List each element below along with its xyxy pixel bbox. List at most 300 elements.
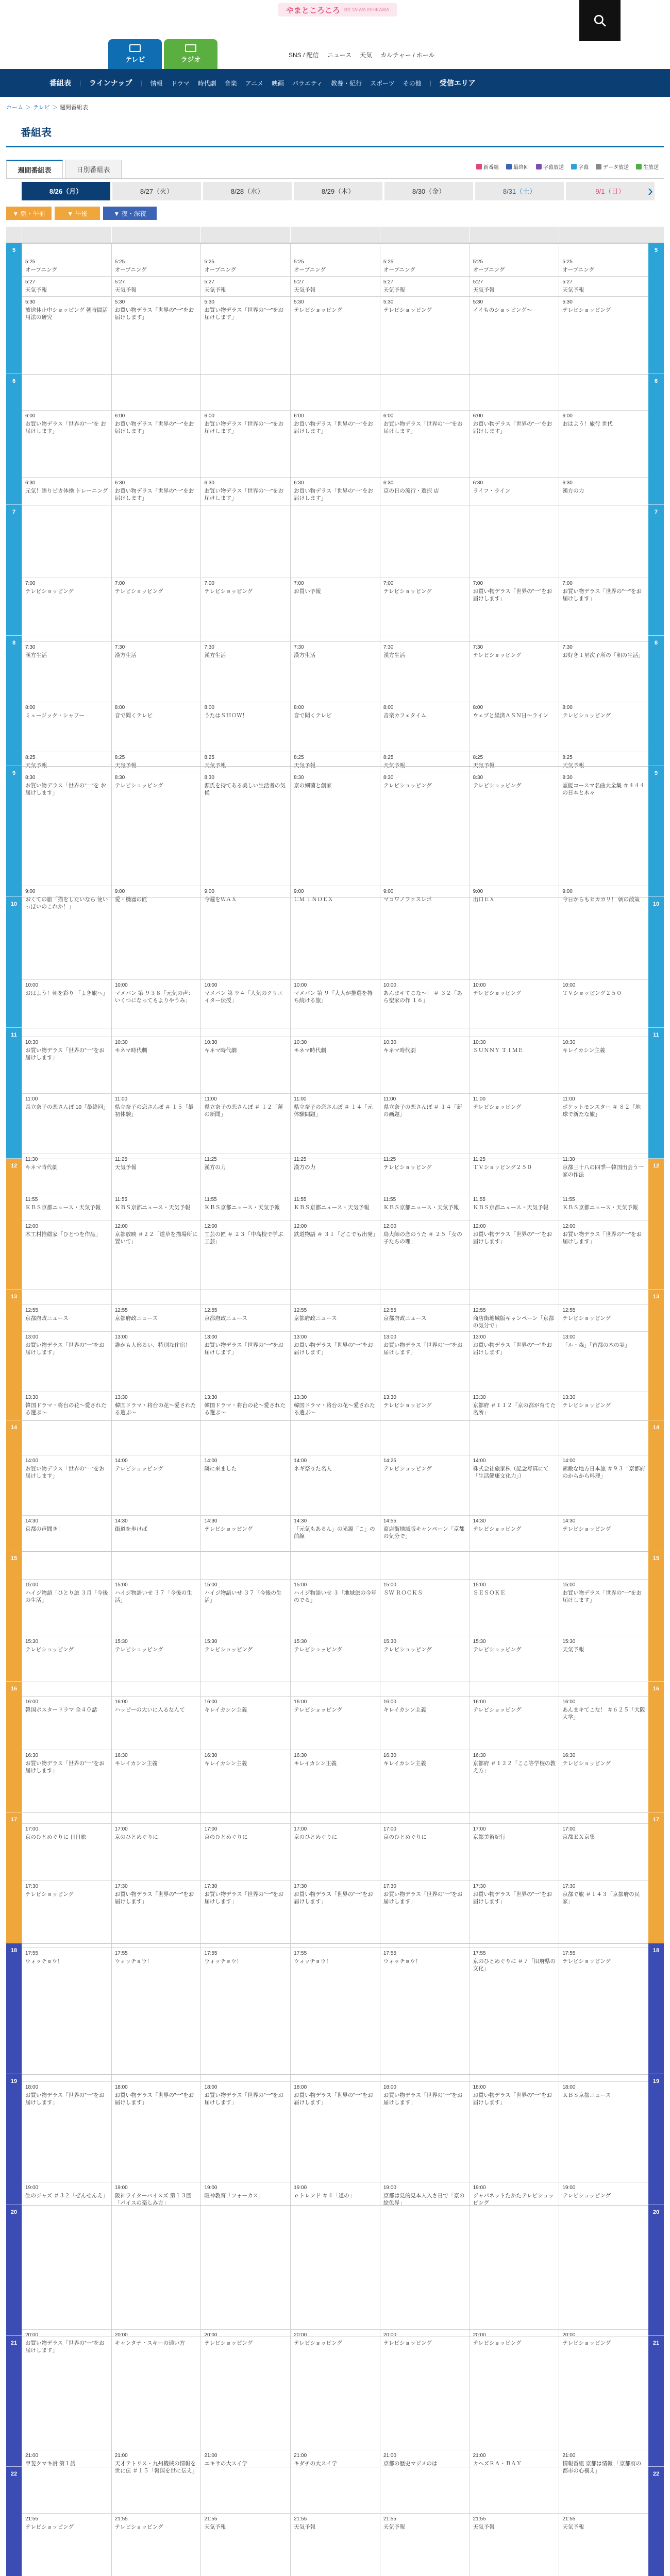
- program-cell[interactable]: [201, 1697, 290, 1750]
- program-cell[interactable]: [201, 752, 290, 772]
- program-cell[interactable]: [291, 297, 380, 411]
- breadcrumb-home[interactable]: ホーム: [6, 105, 23, 111]
- program-cell[interactable]: [291, 702, 380, 753]
- date-tab[interactable]: 8/26（月）: [22, 182, 110, 200]
- program-cell[interactable]: [112, 1455, 201, 1516]
- program-cell[interactable]: [380, 886, 470, 980]
- program-time: 11:00: [562, 1096, 575, 1102]
- program-cell[interactable]: [112, 1516, 201, 1580]
- program-cell[interactable]: [22, 478, 111, 578]
- program-cell[interactable]: [470, 2182, 559, 2330]
- jump-morning-button[interactable]: ▼ 朝・午前: [6, 207, 52, 220]
- program-cell[interactable]: [201, 1750, 290, 1824]
- program-cell[interactable]: [112, 1332, 201, 1392]
- program-cell[interactable]: [22, 2330, 111, 2450]
- nav-lineup[interactable]: ラインナップ: [89, 79, 132, 87]
- nav-area[interactable]: 受信エリア: [439, 79, 476, 87]
- program-cell[interactable]: [112, 772, 201, 886]
- program-cell[interactable]: [201, 1037, 290, 1094]
- program-cell[interactable]: [559, 702, 648, 753]
- program-cell[interactable]: [470, 478, 559, 578]
- program-cell[interactable]: [291, 1948, 380, 2082]
- program-cell[interactable]: [559, 1332, 648, 1392]
- nav-schedule[interactable]: 番組表: [49, 79, 71, 87]
- program-cell[interactable]: [22, 1455, 111, 1516]
- program-cell[interactable]: [291, 1221, 380, 1305]
- program-cell[interactable]: [22, 2182, 111, 2330]
- program-cell[interactable]: [380, 411, 470, 478]
- program-cell[interactable]: [470, 752, 559, 772]
- program-cell[interactable]: [112, 1580, 201, 1637]
- program-cell[interactable]: [22, 2450, 111, 2514]
- program-cell[interactable]: [112, 578, 201, 642]
- legend-label: データ放送: [603, 165, 629, 171]
- program-cell[interactable]: [112, 1305, 201, 1332]
- program-cell[interactable]: [559, 1392, 648, 1456]
- program-cell[interactable]: [380, 752, 470, 772]
- program-cell[interactable]: [470, 2450, 559, 2514]
- tab-tv[interactable]: [108, 39, 162, 69]
- program-cell[interactable]: [291, 277, 380, 297]
- program-cell[interactable]: [380, 1305, 470, 1332]
- program-cell[interactable]: [112, 297, 201, 411]
- program-cell[interactable]: [559, 980, 648, 1037]
- program-cell[interactable]: [201, 2514, 290, 2576]
- program-cell[interactable]: [201, 2330, 290, 2450]
- jump-afternoon-button[interactable]: ▼ 午後: [55, 207, 100, 220]
- program-cell[interactable]: [22, 1094, 111, 1154]
- program-cell[interactable]: [291, 752, 380, 772]
- program-cell[interactable]: [291, 257, 380, 277]
- program-cell[interactable]: [201, 2182, 290, 2330]
- program-cell[interactable]: [380, 2082, 470, 2182]
- program-cell[interactable]: [559, 1580, 648, 1637]
- program-cell[interactable]: [380, 1948, 470, 2082]
- program-cell[interactable]: [201, 772, 290, 886]
- brand-banner[interactable]: [278, 3, 397, 16]
- program-cell[interactable]: [380, 297, 470, 411]
- search-button[interactable]: [579, 0, 621, 41]
- program-cell[interactable]: [112, 257, 201, 277]
- program-cell[interactable]: [22, 1037, 111, 1094]
- program-cell[interactable]: [201, 1154, 290, 1194]
- date-tab[interactable]: 8/28（水）: [203, 182, 292, 200]
- program-cell[interactable]: [380, 1194, 470, 1221]
- program-cell[interactable]: [559, 257, 648, 277]
- program-cell[interactable]: [380, 1094, 470, 1154]
- program-cell[interactable]: [470, 1636, 559, 1697]
- program-cell[interactable]: [201, 2450, 290, 2514]
- program-cell[interactable]: [380, 772, 470, 886]
- program-cell[interactable]: [470, 2330, 559, 2450]
- program-cell[interactable]: [470, 1094, 559, 1154]
- program-cell[interactable]: [380, 1455, 470, 1516]
- nav-genre-info[interactable]: 情報: [150, 79, 163, 87]
- program-cell[interactable]: [470, 1697, 559, 1750]
- program-cell[interactable]: [380, 1154, 470, 1194]
- program-cell[interactable]: [201, 1194, 290, 1221]
- program-cell[interactable]: [470, 1392, 559, 1456]
- search-icon: [593, 14, 607, 27]
- jump-night-button[interactable]: ▼ 夜・深夜: [103, 207, 157, 220]
- program-cell[interactable]: [559, 886, 648, 980]
- program-cell[interactable]: [201, 1305, 290, 1332]
- tab-radio[interactable]: [164, 39, 217, 69]
- program-cell[interactable]: [112, 478, 201, 578]
- program-cell[interactable]: [291, 2450, 380, 2514]
- program-time: 5:30: [25, 299, 36, 305]
- program-cell[interactable]: [22, 2082, 111, 2182]
- nav-genre-music[interactable]: 音楽: [224, 79, 237, 87]
- program-cell[interactable]: [112, 1750, 201, 1824]
- program-cell[interactable]: [470, 2082, 559, 2182]
- program-cell[interactable]: [112, 411, 201, 478]
- program-title: テレビショッピング: [204, 2340, 253, 2346]
- program-cell[interactable]: [470, 1824, 559, 1881]
- program-cell[interactable]: [112, 277, 201, 297]
- nav-genre-anime[interactable]: アニメ: [245, 79, 264, 87]
- program-cell[interactable]: [559, 1221, 648, 1305]
- program-cell[interactable]: [380, 1580, 470, 1637]
- program-cell[interactable]: [22, 980, 111, 1037]
- program-cell[interactable]: [291, 1455, 380, 1516]
- nav-genre-sports[interactable]: スポーツ: [370, 79, 395, 87]
- program-cell[interactable]: [22, 277, 111, 297]
- util-link-news[interactable]: ニュース: [327, 52, 352, 59]
- program-cell[interactable]: [22, 411, 111, 478]
- next-week-arrow[interactable]: ›: [648, 182, 653, 199]
- program-cell[interactable]: [112, 642, 201, 702]
- program-cell[interactable]: [22, 1194, 111, 1221]
- program-cell[interactable]: [559, 1154, 648, 1194]
- program-cell[interactable]: [112, 1392, 201, 1456]
- program-time: 7:30: [294, 644, 304, 650]
- program-cell[interactable]: [201, 1636, 290, 1697]
- program-cell[interactable]: [291, 980, 380, 1037]
- program-cell[interactable]: [22, 578, 111, 642]
- program-cell[interactable]: [291, 1037, 380, 1094]
- program-cell[interactable]: [380, 1392, 470, 1456]
- program-time: 21:00: [473, 2452, 486, 2459]
- date-tab[interactable]: 8/30（金）: [384, 182, 473, 200]
- program-cell[interactable]: [22, 1824, 111, 1881]
- program-cell[interactable]: [291, 642, 380, 702]
- program-cell[interactable]: [559, 1516, 648, 1580]
- legend-label: 字幕: [578, 165, 589, 171]
- program-time: 16:30: [562, 1753, 576, 1758]
- program-cell[interactable]: [291, 2330, 380, 2450]
- date-tab[interactable]: 9/1（日）: [566, 182, 655, 200]
- program-cell[interactable]: [470, 1037, 559, 1094]
- program-cell[interactable]: [470, 1948, 559, 2082]
- program-cell[interactable]: [201, 1516, 290, 1580]
- program-cell[interactable]: [559, 1636, 648, 1697]
- program-time: 14:00: [114, 1458, 128, 1464]
- program-cell[interactable]: [559, 1824, 648, 1881]
- program-title: 京都府政ニュース: [383, 1315, 427, 1321]
- program-cell[interactable]: [470, 411, 559, 478]
- program-cell[interactable]: [201, 1948, 290, 2082]
- program-cell[interactable]: [380, 2182, 470, 2330]
- nav-genre-period[interactable]: 時代劇: [197, 79, 216, 87]
- program-time: 20:00: [562, 2332, 576, 2338]
- program-cell[interactable]: [291, 578, 380, 642]
- program-cell[interactable]: [559, 1948, 648, 2082]
- program-cell[interactable]: [470, 1194, 559, 1221]
- program-cell[interactable]: [559, 2450, 648, 2514]
- program-cell[interactable]: [380, 702, 470, 753]
- date-tab[interactable]: 8/31（土）: [475, 182, 564, 200]
- program-cell[interactable]: [291, 2182, 380, 2330]
- program-cell[interactable]: [380, 1697, 470, 1750]
- program-cell[interactable]: [22, 1392, 111, 1456]
- program-cell[interactable]: [380, 2514, 470, 2576]
- program-cell[interactable]: [380, 1881, 470, 1948]
- program-cell[interactable]: [22, 772, 111, 886]
- program-cell[interactable]: [380, 1636, 470, 1697]
- program-cell[interactable]: [470, 1881, 559, 1948]
- program-cell[interactable]: [559, 297, 648, 411]
- util-link-culture[interactable]: カルチャー / ホール: [380, 52, 435, 59]
- program-cell[interactable]: [559, 772, 648, 886]
- util-link-weather[interactable]: 天気: [360, 52, 373, 59]
- program-cell[interactable]: [559, 2182, 648, 2330]
- program-cell[interactable]: [201, 2082, 290, 2182]
- program-cell[interactable]: [559, 478, 648, 578]
- program-cell[interactable]: [201, 478, 290, 578]
- program-cell[interactable]: [112, 1094, 201, 1154]
- program-cell[interactable]: [470, 277, 559, 297]
- program-cell[interactable]: [201, 1824, 290, 1881]
- program-cell[interactable]: [112, 1221, 201, 1305]
- program-cell[interactable]: [201, 980, 290, 1037]
- program-cell[interactable]: [112, 1948, 201, 2082]
- program-cell[interactable]: [201, 1332, 290, 1392]
- program-title: 天気予報: [114, 287, 137, 293]
- nav-genre-culture[interactable]: 教養・紀行: [331, 79, 362, 87]
- tab-daily[interactable]: 日別番組表: [65, 160, 122, 178]
- program-cell[interactable]: [380, 1824, 470, 1881]
- program-cell[interactable]: [470, 702, 559, 753]
- program-cell[interactable]: [291, 2514, 380, 2576]
- program-cell[interactable]: [380, 2330, 470, 2450]
- program-cell[interactable]: [112, 1194, 201, 1221]
- program-cell[interactable]: [291, 1881, 380, 1948]
- program-cell[interactable]: [291, 1697, 380, 1750]
- program-cell[interactable]: [22, 1948, 111, 2082]
- program-cell[interactable]: [22, 1221, 111, 1305]
- program-cell[interactable]: [22, 752, 111, 772]
- nav-genre-other[interactable]: その他: [403, 79, 422, 87]
- program-cell[interactable]: [112, 1881, 201, 1948]
- program-cell[interactable]: [470, 1332, 559, 1392]
- program-cell[interactable]: [380, 1750, 470, 1824]
- program-cell[interactable]: [470, 772, 559, 886]
- program-title: ハイジ物語「ひとり旅 ３月「今後の生活」: [25, 1589, 108, 1603]
- program-cell[interactable]: [201, 578, 290, 642]
- program-cell[interactable]: [201, 297, 290, 411]
- program-cell[interactable]: [112, 2450, 201, 2514]
- program-title: おはよう！旅行 世代: [562, 421, 613, 427]
- program-title: キレイカシン主義: [294, 1760, 337, 1767]
- program-cell[interactable]: [291, 1332, 380, 1392]
- program-cell[interactable]: [22, 642, 111, 702]
- date-tab[interactable]: 8/29（木）: [294, 182, 382, 200]
- program-cell[interactable]: [22, 1305, 111, 1332]
- program-cell[interactable]: [201, 1881, 290, 1948]
- program-cell[interactable]: [559, 578, 648, 642]
- program-time: 10:30: [25, 1039, 39, 1045]
- program-cell[interactable]: [559, 2082, 648, 2182]
- program-cell[interactable]: [22, 2514, 111, 2576]
- program-cell[interactable]: [22, 702, 111, 753]
- program-cell[interactable]: [470, 1750, 559, 1824]
- program-cell[interactable]: [291, 1750, 380, 1824]
- program-cell[interactable]: [112, 1037, 201, 1094]
- date-tab[interactable]: 8/27（火）: [112, 182, 201, 200]
- program-cell[interactable]: [112, 702, 201, 753]
- program-cell[interactable]: [291, 1636, 380, 1697]
- program-cell[interactable]: [201, 1580, 290, 1637]
- nav-genre-movie[interactable]: 映画: [272, 79, 284, 87]
- program-cell[interactable]: [291, 1154, 380, 1194]
- program-cell[interactable]: [291, 478, 380, 578]
- program-cell[interactable]: [201, 277, 290, 297]
- program-cell[interactable]: [470, 297, 559, 411]
- program-cell[interactable]: [380, 1037, 470, 1094]
- hour-label: 19: [6, 2074, 22, 2205]
- program-cell[interactable]: [470, 886, 559, 980]
- program-cell[interactable]: [559, 411, 648, 478]
- program-cell[interactable]: [380, 980, 470, 1037]
- tab-weekly[interactable]: 週間番組表: [6, 160, 63, 178]
- program-cell[interactable]: [559, 1194, 648, 1221]
- program-cell[interactable]: [559, 752, 648, 772]
- program-cell[interactable]: [201, 642, 290, 702]
- program-cell[interactable]: [470, 1305, 559, 1332]
- program-cell[interactable]: [201, 886, 290, 980]
- program-cell[interactable]: [291, 886, 380, 980]
- program-cell[interactable]: [559, 1455, 648, 1516]
- program-cell[interactable]: [201, 1221, 290, 1305]
- program-title: テレビショッピング: [473, 1707, 522, 1713]
- program-cell[interactable]: [291, 1392, 380, 1456]
- program-cell[interactable]: [22, 1881, 111, 1948]
- program-cell[interactable]: [22, 1636, 111, 1697]
- program-cell[interactable]: [470, 1516, 559, 1580]
- program-cell[interactable]: [380, 2450, 470, 2514]
- program-cell[interactable]: [470, 1221, 559, 1305]
- program-cell[interactable]: [380, 578, 470, 642]
- program-cell[interactable]: [470, 1154, 559, 1194]
- program-title: 天気予報: [294, 287, 316, 293]
- program-cell[interactable]: [22, 1516, 111, 1580]
- program-cell[interactable]: [380, 478, 470, 578]
- program-cell[interactable]: [559, 1750, 648, 1824]
- program-cell[interactable]: [201, 411, 290, 478]
- program-cell[interactable]: [470, 1455, 559, 1516]
- program-cell[interactable]: [470, 578, 559, 642]
- program-cell[interactable]: [201, 702, 290, 753]
- program-cell[interactable]: [380, 642, 470, 702]
- program-cell[interactable]: [201, 1392, 290, 1456]
- program-cell[interactable]: [470, 980, 559, 1037]
- program-cell[interactable]: [22, 1154, 111, 1194]
- program-cell[interactable]: [559, 1094, 648, 1154]
- program-cell[interactable]: [112, 2082, 201, 2182]
- program-cell[interactable]: [22, 1697, 111, 1750]
- program-cell[interactable]: [559, 277, 648, 297]
- program-cell[interactable]: [201, 1094, 290, 1154]
- program-cell[interactable]: [470, 642, 559, 702]
- nav-genre-variety[interactable]: バラエティ: [292, 79, 323, 87]
- program-cell[interactable]: [112, 2330, 201, 2450]
- program-cell[interactable]: [22, 886, 111, 980]
- program-cell[interactable]: [291, 1580, 380, 1637]
- program-cell[interactable]: [291, 411, 380, 478]
- program-cell[interactable]: [380, 1332, 470, 1392]
- program-cell[interactable]: [291, 2082, 380, 2182]
- program-cell[interactable]: [22, 1332, 111, 1392]
- program-cell[interactable]: [470, 1580, 559, 1637]
- program-cell[interactable]: [380, 277, 470, 297]
- program-time: 11:00: [383, 1096, 396, 1102]
- program-time: 15:00: [383, 1582, 396, 1588]
- brand-logo: やまところころ: [286, 5, 340, 15]
- program-cell[interactable]: [112, 1824, 201, 1881]
- program-title: お買い物デラス「世界の”一”をお届けします」: [562, 1231, 642, 1245]
- program-cell[interactable]: [112, 980, 201, 1037]
- program-cell[interactable]: [470, 257, 559, 277]
- program-cell[interactable]: [559, 1697, 648, 1750]
- program-cell[interactable]: [22, 297, 111, 411]
- program-cell[interactable]: [380, 1516, 470, 1580]
- program-cell[interactable]: [201, 257, 290, 277]
- util-link-sns[interactable]: SNS / 配信: [289, 52, 319, 59]
- program-cell[interactable]: [559, 1037, 648, 1094]
- program-cell[interactable]: [291, 772, 380, 886]
- program-cell[interactable]: [291, 1824, 380, 1881]
- program-cell[interactable]: [559, 1305, 648, 1332]
- program-cell[interactable]: [22, 1750, 111, 1824]
- program-cell[interactable]: [22, 1580, 111, 1637]
- program-cell[interactable]: [112, 886, 201, 980]
- program-cell[interactable]: [470, 2514, 559, 2576]
- program-cell[interactable]: [380, 257, 470, 277]
- program-cell[interactable]: [112, 1154, 201, 1194]
- program-cell[interactable]: [201, 1455, 290, 1516]
- program-cell[interactable]: [112, 2182, 201, 2330]
- program-cell[interactable]: [291, 1094, 380, 1154]
- program-cell[interactable]: [559, 642, 648, 702]
- program-cell[interactable]: [22, 257, 111, 277]
- program-cell[interactable]: [559, 2514, 648, 2576]
- program-time: 17:30: [25, 1883, 39, 1889]
- program-cell[interactable]: [112, 1697, 201, 1750]
- breadcrumb-tv[interactable]: テレビ: [33, 105, 50, 111]
- program-cell[interactable]: [380, 1221, 470, 1305]
- program-cell[interactable]: [112, 2514, 201, 2576]
- program-cell[interactable]: [559, 2330, 648, 2450]
- program-time: 14:00: [473, 1458, 486, 1464]
- program-cell[interactable]: [559, 1881, 648, 1948]
- program-cell[interactable]: [291, 1194, 380, 1221]
- nav-genre-drama[interactable]: ドラマ: [171, 79, 190, 87]
- program-cell[interactable]: [291, 1516, 380, 1580]
- program-cell[interactable]: [291, 1305, 380, 1332]
- program-cell[interactable]: [112, 752, 201, 772]
- program-cell[interactable]: [112, 1636, 201, 1697]
